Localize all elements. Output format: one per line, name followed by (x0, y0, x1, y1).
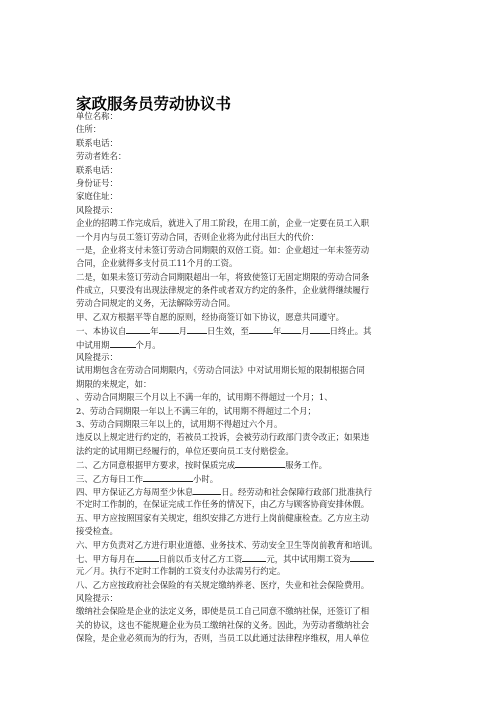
line-text: 年 (150, 326, 159, 337)
line-text: 二是，如果未签订劳动合同期限超出一年，将致使签订无固定期限的劳动合同条 (76, 271, 370, 282)
document-line (76, 539, 424, 552)
document-line (76, 351, 424, 364)
document-line (76, 284, 424, 297)
document-line (76, 472, 424, 485)
line-text: 七、甲方每月在 (76, 553, 135, 564)
line-text: 劳动合同规定的义务，无法解除劳动合同。 (76, 298, 236, 309)
document-line (76, 324, 424, 337)
line-text: 四、甲方保证乙方每周至少休息 (76, 486, 194, 497)
line-text: 劳动者姓名： (76, 151, 127, 162)
fill-in-blank (143, 472, 193, 482)
document-body (76, 110, 424, 646)
document-line (76, 177, 424, 190)
line-text: 日生效，至 (207, 326, 249, 337)
line-text: 小时。 (193, 473, 219, 484)
document-line (76, 512, 424, 525)
document-line (76, 271, 424, 284)
line-text: 一个月内与员工签订劳动合同，否则企业将为此付出巨大的代价： (76, 231, 319, 242)
line-text: 二、乙方同意根据甲方要求，按时保质完成 (76, 460, 236, 471)
document-line (76, 619, 424, 632)
fill-in-blank (350, 552, 374, 562)
document-line (76, 378, 424, 391)
line-text: 日前以币支付乙方工资 (158, 553, 243, 564)
line-text: 、劳动合同期限三个月以上不满一年的，试用期不得超过一个月；1、 (76, 392, 333, 403)
line-text: 日。经劳动和社会保障行政部门批准执行 (221, 486, 372, 497)
document-line (76, 592, 424, 605)
document-line (76, 579, 424, 592)
document-line (76, 137, 424, 150)
line-text: 风险提示： (76, 593, 118, 604)
document-line (76, 418, 424, 431)
document-line (76, 431, 424, 444)
line-text: 个月。 (135, 339, 161, 350)
line-text: 关的协议，这也不能规避企业为员工缴纳社保的义务。因此，为劳动者缴纳社会 (76, 619, 370, 630)
line-text: 接受检查。 (76, 526, 118, 537)
fill-in-blank (242, 552, 266, 562)
line-text: 八、乙方应按政府社会保险的有关规定缴纳养老、医疗，失业和社会保险费用。 (76, 579, 370, 590)
document-line (76, 244, 424, 257)
line-text: 单位名称： (76, 111, 118, 121)
line-text: 家庭住址： (76, 191, 118, 202)
document-line (76, 445, 424, 458)
fill-in-blank (281, 324, 301, 334)
document-line (76, 364, 424, 377)
document-line (76, 110, 424, 123)
line-text: 试用期包含在劳动合同期限内，《劳动合同法》中对试用期长短的限制根据合同 (76, 365, 365, 376)
fill-in-blank (135, 552, 159, 562)
document-line (76, 391, 424, 404)
document-line (76, 498, 424, 511)
fill-in-blank (159, 324, 179, 334)
line-text: 住所： (76, 124, 102, 135)
document-line (76, 217, 424, 230)
line-text: 一是，企业将支付未签订劳动合同期限的双倍工资。如：企业超过一年未签劳动 (76, 244, 370, 255)
document-line (76, 257, 424, 270)
line-text: 3、劳动合同期限三年以上的，试用期不得超过六个月。 (76, 418, 283, 429)
line-text: 元，其中试用期工资为 (266, 553, 351, 564)
document-line (76, 231, 424, 244)
line-text: 联系电话： (76, 137, 118, 148)
line-text: 元／月。执行不定时工作制的工资支付办法需另行约定。 (76, 566, 286, 577)
line-text: 2、劳动合同期限一年以上不满三年的，试用期不得超过二个月； (76, 405, 316, 416)
document-line (76, 297, 424, 310)
line-text: 法约定的试用期已经履行的，单位还要向员工支付赔偿金。 (76, 445, 294, 456)
line-text: 服务工作。 (285, 460, 327, 471)
line-text: 件成立，只要没有出现法律规定的条件或者双方约定的条件，企业就得继续履行 (76, 285, 370, 296)
document-line (76, 190, 424, 203)
line-text: 保险，是企业必须而为的行为，否则，当员工以此通过法律程序维权，用人单位 (76, 633, 370, 644)
fill-in-blank (310, 324, 330, 334)
line-text: 一、本协议自 (76, 326, 127, 337)
fill-in-blank (126, 324, 150, 334)
line-text: 年 (272, 326, 282, 337)
document-title: 家政服务员劳动协议书 (76, 95, 232, 113)
document-line (76, 123, 424, 136)
line-text: 日终止。其 (329, 326, 372, 337)
line-text: 期限的来规定，如： (76, 378, 152, 389)
document-line (76, 552, 424, 565)
line-text: 风险提示： (76, 204, 118, 215)
line-text: 缴纳社会保险是企业的法定义务，即使是员工自己同意不缴纳社保，还签订了相 (76, 606, 370, 617)
line-text: 合同，企业就得多支付员工11个月的工资。 (76, 258, 238, 269)
line-text: 中试用期 (76, 339, 110, 350)
fill-in-blank (187, 324, 207, 334)
line-text: 身份证号： (76, 177, 118, 188)
fill-in-blank (235, 458, 285, 468)
fill-in-blank (193, 485, 221, 495)
line-text: 企业的招聘工作完成后，就进入了用工阶段，在用工前，企业一定要在员工入职 (76, 218, 370, 229)
fill-in-blank (110, 338, 136, 348)
document-line (76, 164, 424, 177)
line-text: 六、甲方负责对乙方进行职业道德、业务技术、劳动安全卫生等岗前教育和培训。 (76, 539, 378, 550)
line-text: 违反以上规定进行约定的，若被员工投诉，会被劳动行政部门责令改正；如果违 (76, 432, 370, 443)
line-text: 五、甲方应按照国家有关规定，组织安排乙方进行上岗前健康检查。乙方应主动 (76, 512, 370, 523)
fill-in-blank (249, 324, 273, 334)
line-text: 联系电话： (76, 164, 118, 175)
document-line (76, 405, 424, 418)
line-text: 月 (178, 326, 187, 337)
document-line (76, 632, 424, 645)
line-text: 甲、乙双方根据平等自愿的原则，经协商签订如下协议，愿意共同遵守。 (76, 311, 344, 322)
document-line (76, 525, 424, 538)
line-text: 三、乙方每日工作 (76, 473, 143, 484)
document-line (76, 458, 424, 471)
document-line (76, 204, 424, 217)
document-line (76, 338, 424, 351)
document-line (76, 605, 424, 618)
document-line (76, 565, 424, 578)
line-text: 月 (301, 326, 310, 337)
document-line (76, 311, 424, 324)
document-line (76, 485, 424, 498)
line-text: 不定时工作制的，在保证完成工作任务的情况下，由乙方与顾客协商安排休假。 (76, 499, 370, 510)
document-line (76, 150, 424, 163)
line-text: 风险提示： (76, 352, 118, 363)
